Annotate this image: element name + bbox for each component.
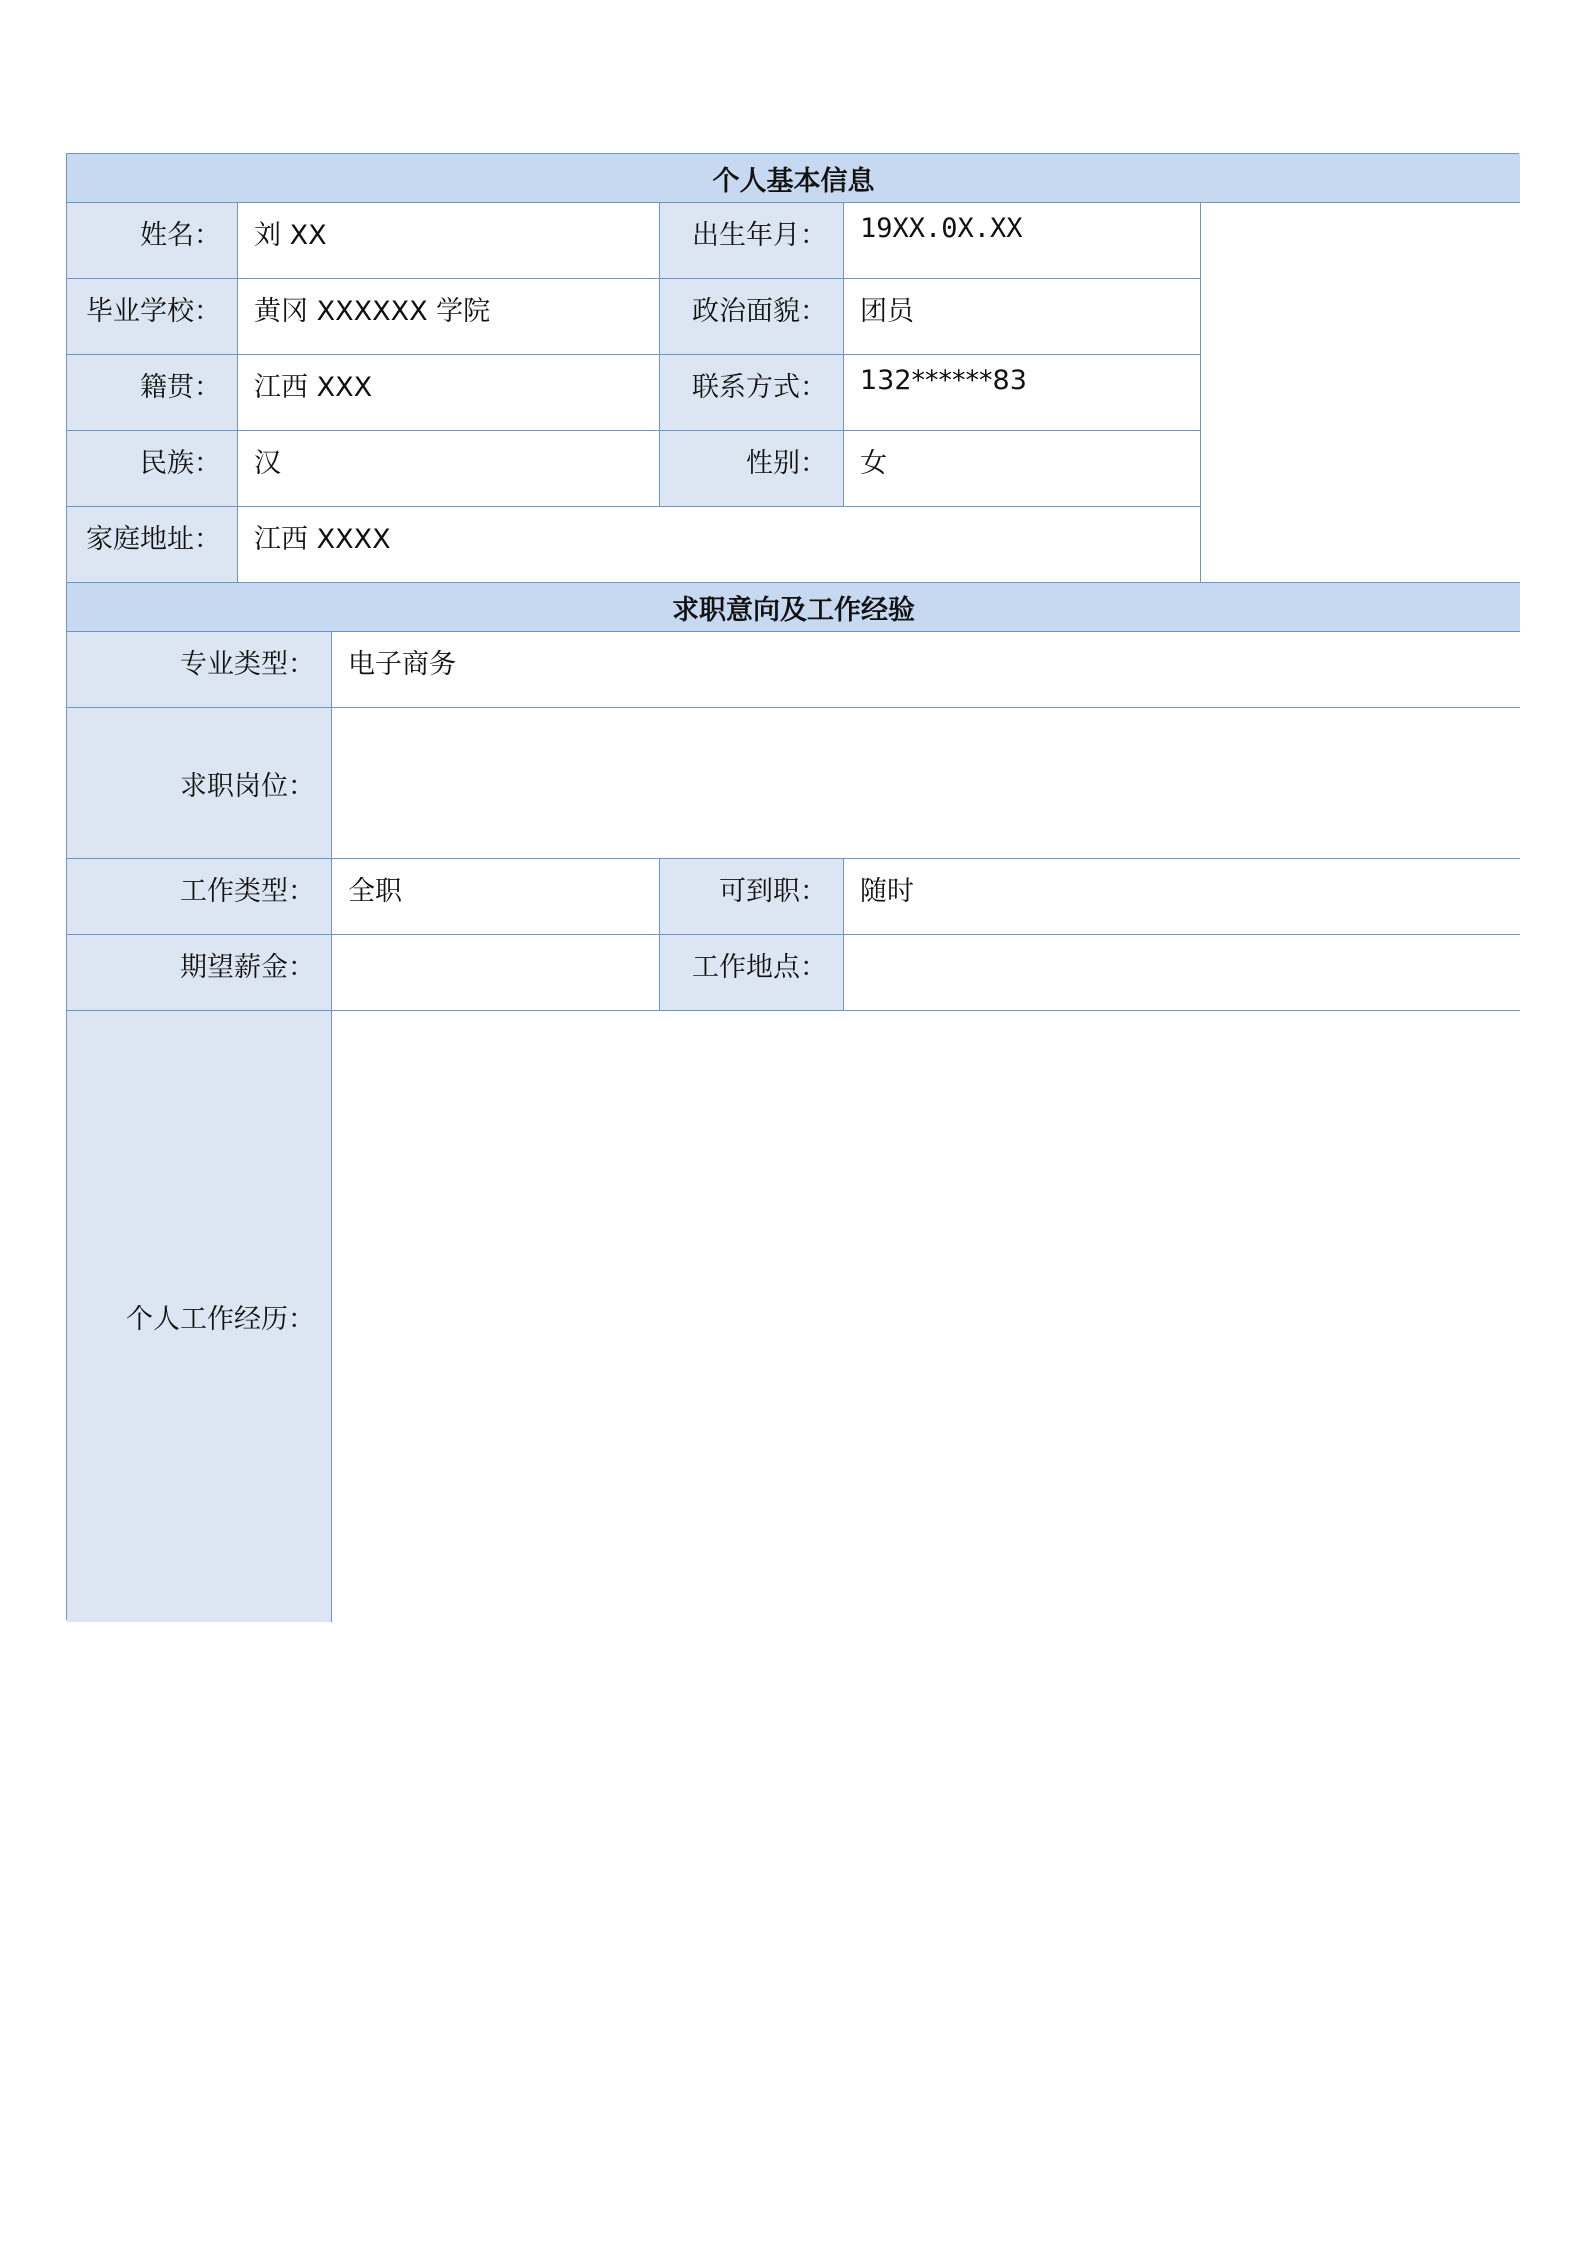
politics-value[interactable]: 团员	[844, 279, 1201, 355]
school-label: 毕业学校：	[67, 279, 238, 355]
gender-label: 性别：	[660, 431, 844, 507]
gender-value[interactable]: 女	[844, 431, 1201, 507]
politics-label: 政治面貌：	[660, 279, 844, 355]
school-value[interactable]: 黄冈 XXXXXX 学院	[238, 279, 660, 355]
position-value[interactable]	[332, 708, 1520, 859]
contact-value[interactable]: 132******83	[844, 355, 1201, 431]
name-value[interactable]: 刘 XX	[238, 203, 660, 279]
native-place-label: 籍贯：	[67, 355, 238, 431]
major-value[interactable]: 电子商务	[332, 632, 1520, 708]
experience-label: 个人工作经历：	[67, 1011, 332, 1622]
position-label: 求职岗位：	[67, 708, 332, 859]
work-location-label: 工作地点：	[660, 935, 844, 1011]
resume-form	[66, 153, 1519, 1620]
job-type-value[interactable]: 全职	[332, 859, 660, 935]
name-label: 姓名：	[67, 203, 238, 279]
photo-box	[1201, 203, 1520, 583]
address-label: 家庭地址：	[67, 507, 238, 583]
birth-label: 出生年月：	[660, 203, 844, 279]
work-location-value[interactable]	[844, 935, 1520, 1011]
ethnicity-label: 民族：	[67, 431, 238, 507]
address-value[interactable]: 江西 XXXX	[238, 507, 1201, 583]
native-place-value[interactable]: 江西 XXX	[238, 355, 660, 431]
section-header-basic-info: 个人基本信息	[67, 154, 1520, 203]
birth-value[interactable]: 19XX.0X.XX	[844, 203, 1201, 279]
available-value[interactable]: 随时	[844, 859, 1520, 935]
available-label: 可到职：	[660, 859, 844, 935]
job-type-label: 工作类型：	[67, 859, 332, 935]
salary-value[interactable]	[332, 935, 660, 1011]
section-header-job-intent: 求职意向及工作经验	[67, 583, 1520, 632]
salary-label: 期望薪金：	[67, 935, 332, 1011]
experience-value[interactable]	[332, 1011, 1520, 1622]
major-label: 专业类型：	[67, 632, 332, 708]
ethnicity-value[interactable]: 汉	[238, 431, 660, 507]
contact-label: 联系方式：	[660, 355, 844, 431]
